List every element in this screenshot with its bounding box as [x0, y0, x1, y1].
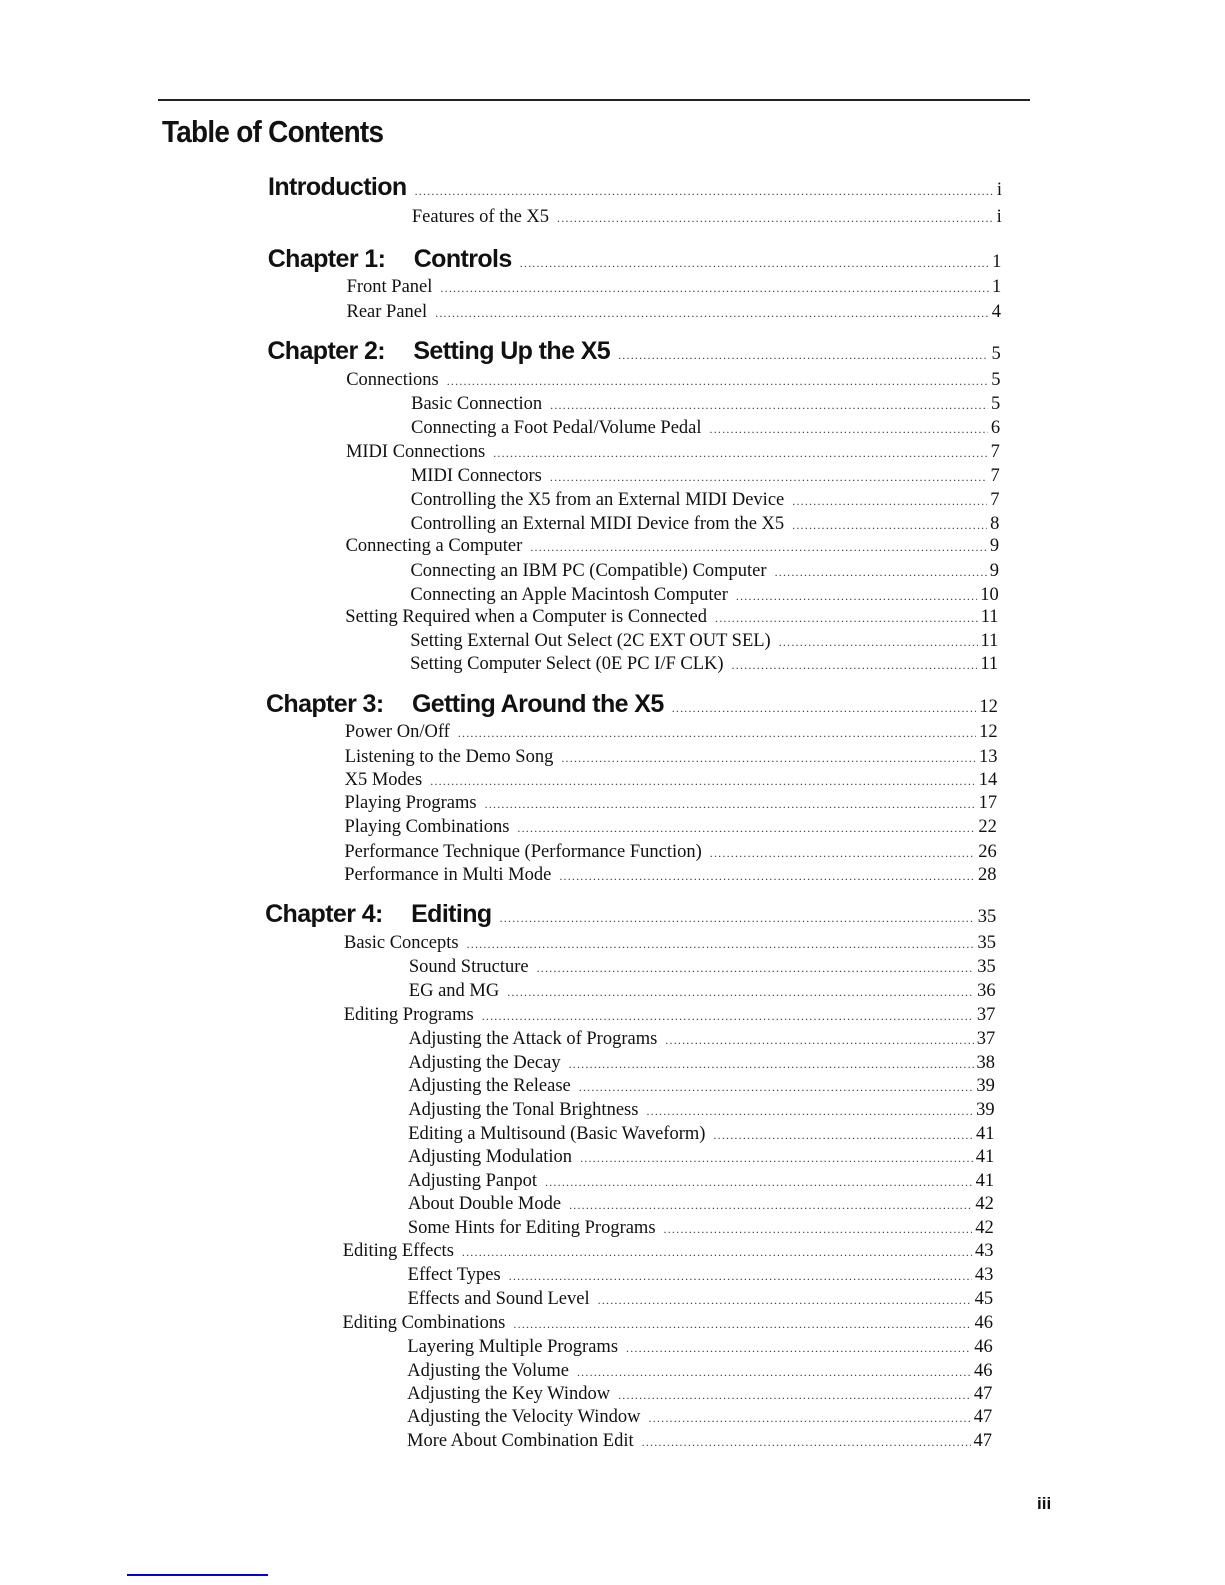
entry-page-number: 46	[974, 1361, 993, 1381]
entry-page-number: 10	[980, 585, 999, 605]
entry-title	[407, 1361, 569, 1382]
entry-page-number: 5	[991, 394, 1001, 414]
dot-leader	[462, 1245, 972, 1260]
toc-entry	[408, 1218, 994, 1239]
page-title: Table of Contents	[162, 114, 384, 149]
entry-title	[407, 1431, 634, 1452]
toc-entry	[412, 207, 1002, 228]
entry-label: Power On/Off	[344, 722, 450, 742]
entry-title	[408, 1124, 705, 1145]
toc-entry	[410, 561, 998, 582]
entry-page-number: 45	[974, 1289, 994, 1309]
entry-title	[409, 1053, 561, 1074]
entry-label: Adjusting the Key Window	[407, 1384, 611, 1404]
entry-page-number: 17	[978, 793, 998, 813]
entry-page-number: 8	[990, 514, 1000, 534]
entry-title	[411, 418, 702, 439]
entry-label: Editing a Multisound (Basic Waveform)	[408, 1124, 706, 1144]
entry-label: Layering Multiple Programs	[407, 1337, 619, 1357]
entry-title	[409, 981, 499, 1002]
entry-label: Adjusting the Tonal Brightness	[408, 1100, 639, 1120]
entry-label: Editing Effects	[342, 1241, 454, 1261]
entry-label: MIDI Connections	[345, 442, 486, 462]
entry-label: Editing	[411, 900, 492, 928]
toc-chapter-entry	[265, 900, 996, 929]
toc-entry	[344, 842, 996, 863]
toc-chapter-entry	[268, 173, 1002, 202]
entry-title	[408, 1194, 561, 1215]
toc-chapter-entry	[268, 245, 1002, 274]
toc-entry	[411, 466, 1000, 487]
entry-page-number: 41	[975, 1124, 995, 1144]
entry-page-number: 12	[979, 697, 998, 717]
entry-label: Listening to the Demo Song	[344, 747, 554, 767]
entry-page-number: 11	[980, 631, 999, 651]
toc-entry	[346, 536, 1000, 557]
page-number: iii	[1037, 1494, 1052, 1513]
chapter-number: Chapter 3:	[265, 690, 384, 718]
entry-label: Basic Connection	[411, 394, 543, 414]
entry-label: Introduction	[268, 173, 407, 201]
entry-page-number: 4	[991, 302, 1001, 322]
dot-leader	[500, 911, 975, 926]
entry-page-number: 39	[976, 1076, 995, 1096]
entry-label: Adjusting the Velocity Window	[407, 1407, 641, 1427]
entry-title	[345, 607, 707, 628]
toc-entry	[345, 770, 998, 791]
entry-title	[268, 173, 407, 202]
entry-page-number: i	[996, 180, 1002, 200]
entry-label: Connecting a Foot Pedal/Volume Pedal	[411, 418, 702, 438]
dot-leader	[517, 821, 975, 836]
entry-title	[266, 690, 664, 719]
toc-entry	[344, 817, 996, 838]
toc-entry	[410, 654, 998, 675]
entry-title	[343, 1241, 454, 1262]
entry-page-number: 35	[977, 907, 997, 927]
entry-page-number: 26	[978, 842, 997, 862]
entry-label: Playing Programs	[344, 793, 477, 813]
entry-title	[268, 245, 512, 274]
toc-entry	[407, 1407, 992, 1428]
entry-label: Controls	[413, 245, 512, 273]
dot-leader	[569, 1057, 974, 1072]
entry-page-number: 42	[975, 1218, 994, 1238]
toc-entry	[408, 1289, 994, 1310]
dot-leader	[513, 1317, 971, 1332]
entry-title	[267, 337, 610, 366]
toc-chapter-entry	[266, 690, 998, 719]
toc-entry	[409, 1053, 996, 1074]
entry-label: Setting External Out Select (2C EXT OUT SEL)	[410, 631, 771, 651]
dot-leader	[557, 211, 994, 226]
entry-title	[408, 1289, 590, 1310]
entry-page-number: 46	[974, 1337, 993, 1357]
dot-leader	[447, 374, 988, 389]
toc-entry	[345, 747, 998, 768]
entry-label: Adjusting the Attack of Programs	[408, 1029, 658, 1049]
dot-leader	[580, 1151, 973, 1166]
entry-title	[411, 466, 542, 487]
entry-page-number: 7	[990, 490, 1000, 510]
toc-entry	[408, 1265, 994, 1286]
entry-page-number: 39	[976, 1100, 995, 1120]
entry-page-number: 35	[977, 933, 996, 953]
toc-entry	[411, 418, 1000, 439]
dot-leader	[715, 611, 978, 626]
dot-leader	[520, 256, 989, 271]
entry-label: Features of the X5	[411, 207, 550, 227]
entry-page-number: 38	[976, 1053, 995, 1073]
entry-label: Basic Concepts	[343, 933, 459, 953]
entry-title	[407, 1407, 640, 1428]
dot-leader	[415, 184, 994, 199]
dot-leader	[561, 751, 976, 766]
entry-title	[345, 770, 423, 791]
entry-page-number: 43	[975, 1241, 994, 1261]
dot-leader	[618, 348, 988, 363]
entry-page-number: 7	[990, 466, 1000, 486]
toc-entry	[342, 1313, 992, 1334]
dot-leader	[598, 1293, 972, 1308]
entry-title	[409, 957, 529, 978]
entry-title	[410, 654, 723, 675]
toc-entry	[347, 302, 1002, 323]
entry-title	[410, 631, 771, 652]
entry-label: Sound Structure	[408, 957, 529, 977]
toc-entry	[410, 585, 998, 606]
dot-leader	[440, 281, 989, 296]
toc-entry	[409, 957, 996, 978]
entry-title	[347, 302, 428, 323]
dot-leader	[493, 446, 987, 461]
entry-label: EG and MG	[408, 981, 500, 1001]
dot-leader	[649, 1411, 971, 1426]
toc-entry	[407, 1337, 992, 1358]
dot-leader	[467, 937, 975, 952]
entry-page-number: 22	[978, 817, 997, 837]
entry-title	[342, 1313, 505, 1334]
entry-title	[265, 900, 492, 929]
entry-title	[346, 370, 439, 391]
toc-entry	[411, 394, 1000, 415]
entry-page-number: 1	[991, 277, 1002, 297]
toc-entry	[409, 1029, 996, 1050]
entry-label: Some Hints for Editing Programs	[407, 1218, 656, 1238]
entry-label: Adjusting Modulation	[408, 1147, 573, 1167]
entry-label: Adjusting Panpot	[408, 1171, 538, 1191]
dot-leader	[642, 1435, 971, 1450]
entry-title	[344, 865, 551, 886]
dot-leader	[559, 869, 975, 884]
dot-leader	[435, 306, 989, 321]
entry-title	[409, 1029, 658, 1050]
entry-title	[345, 793, 477, 814]
entry-label: Editing Combinations	[342, 1313, 506, 1333]
entry-page-number: 37	[976, 1029, 996, 1049]
entry-label: Setting Required when a Computer is Connected	[345, 607, 707, 627]
toc-entry	[343, 1241, 994, 1262]
entry-page-number: 47	[973, 1407, 993, 1427]
entry-page-number: i	[996, 207, 1002, 227]
entry-page-number: 46	[974, 1313, 993, 1333]
dot-leader	[569, 1198, 972, 1213]
entry-page-number: 13	[978, 747, 998, 767]
dot-leader	[430, 774, 976, 789]
entry-page-number: 41	[975, 1171, 995, 1191]
toc-entry	[408, 1171, 994, 1192]
scan-artifact-line	[127, 1574, 268, 1576]
entry-title	[347, 277, 433, 298]
entry-label: Performance Technique (Performance Function)	[344, 842, 702, 862]
toc-entry	[408, 1076, 994, 1097]
entry-label: Setting Up the X5	[413, 337, 611, 365]
dot-leader	[626, 1341, 971, 1356]
entry-page-number: 5	[991, 370, 1001, 390]
toc-entry	[411, 514, 1000, 535]
entry-label: Effects and Sound Level	[407, 1289, 590, 1309]
chapter-number: Chapter 1:	[267, 245, 386, 273]
entry-title	[346, 442, 485, 463]
dot-leader	[618, 1388, 971, 1403]
dot-leader	[775, 565, 987, 580]
dot-leader	[550, 398, 988, 413]
entry-page-number: 35	[977, 957, 996, 977]
entry-title	[408, 1171, 537, 1192]
entry-title	[345, 722, 450, 743]
entry-title	[345, 747, 554, 768]
entry-label: Setting Computer Select (0E PC I/F CLK)	[410, 654, 724, 674]
entry-title	[410, 585, 728, 606]
entry-page-number: 47	[973, 1384, 993, 1404]
entry-title	[346, 536, 523, 557]
chapter-number: Chapter 2:	[267, 337, 385, 365]
entry-title	[344, 933, 459, 954]
toc-entry	[344, 865, 996, 886]
entry-title	[344, 842, 701, 863]
dot-leader	[736, 589, 977, 604]
dot-leader	[579, 1080, 974, 1095]
entry-label: Editing Programs	[343, 1005, 474, 1025]
dot-leader	[537, 961, 975, 976]
dot-leader	[507, 985, 974, 1000]
entry-label: About Double Mode	[407, 1194, 562, 1214]
entry-page-number: 28	[978, 865, 997, 885]
toc-entry	[409, 981, 996, 1002]
dot-leader	[550, 470, 988, 485]
entry-label: Adjusting the Release	[408, 1076, 571, 1096]
toc-entry	[345, 722, 998, 743]
entry-label: Adjusting the Decay	[408, 1053, 561, 1073]
dot-leader	[665, 1033, 973, 1048]
toc-entry	[407, 1384, 992, 1405]
dot-leader	[530, 540, 987, 555]
entry-label: Getting Around the X5	[411, 690, 664, 718]
entry-title	[408, 1100, 638, 1121]
toc-entry	[408, 1194, 994, 1215]
entry-page-number: 37	[976, 1005, 996, 1025]
entry-label: Effect Types	[407, 1265, 501, 1285]
toc-entry	[408, 1147, 994, 1168]
entry-label: Playing Combinations	[344, 817, 510, 837]
toc-entry	[407, 1431, 992, 1452]
entry-page-number: 5	[991, 344, 1001, 364]
entry-page-number: 9	[989, 536, 1000, 556]
entry-title	[410, 561, 766, 582]
entry-page-number: 36	[977, 981, 996, 1001]
dot-leader	[482, 1009, 974, 1024]
dot-leader	[792, 494, 987, 509]
entry-title	[408, 1218, 656, 1239]
dot-leader	[646, 1104, 973, 1119]
entry-title	[407, 1337, 618, 1358]
entry-label: Connections	[346, 370, 439, 390]
entry-title	[344, 817, 509, 838]
toc-entry	[344, 933, 996, 954]
dot-leader	[779, 635, 978, 650]
toc-entry	[408, 1124, 994, 1145]
entry-title	[411, 394, 542, 415]
dot-leader	[458, 726, 976, 741]
entry-page-number: 11	[980, 654, 999, 674]
entry-label: Connecting an Apple Macintosh Computer	[410, 585, 728, 605]
toc-entry	[346, 370, 1000, 391]
chapter-number: Chapter 4:	[265, 900, 383, 928]
entry-title	[408, 1265, 501, 1286]
toc-entry	[410, 631, 998, 652]
entry-page-number: 43	[974, 1265, 994, 1285]
entry-title	[411, 514, 785, 535]
dot-leader	[713, 1128, 973, 1143]
entry-page-number: 41	[975, 1147, 995, 1167]
entry-page-number: 12	[979, 722, 998, 742]
toc-entry	[347, 277, 1002, 298]
entry-page-number: 14	[978, 770, 998, 790]
entry-page-number: 47	[973, 1431, 992, 1451]
entry-label: MIDI Connectors	[410, 466, 542, 486]
entry-title	[411, 490, 785, 511]
entry-label: Controlling the X5 from an External MIDI Device	[410, 490, 785, 510]
dot-leader	[732, 658, 978, 673]
entry-label: Front Panel	[346, 277, 433, 297]
dot-leader	[509, 1269, 972, 1284]
toc-entry	[407, 1361, 992, 1382]
dot-leader	[485, 797, 976, 812]
toc-entry	[345, 607, 998, 628]
entry-title	[408, 1147, 572, 1168]
dot-leader	[672, 701, 977, 716]
dot-leader	[792, 518, 987, 533]
header-rule	[158, 99, 1030, 101]
toc-entry	[344, 1005, 996, 1026]
entry-title	[407, 1384, 610, 1405]
toc-entry	[411, 490, 1000, 511]
entry-page-number: 11	[980, 607, 999, 627]
entry-page-number: 42	[975, 1194, 994, 1214]
entry-page-number: 1	[992, 252, 1002, 272]
entry-label: Controlling an External MIDI Device from the X5	[410, 514, 785, 534]
entry-label: X5 Modes	[344, 770, 423, 790]
entry-label: Adjusting the Volume	[407, 1361, 569, 1381]
entry-title	[344, 1005, 474, 1026]
entry-title	[412, 207, 549, 228]
entry-label: More About Combination Edit	[407, 1431, 634, 1451]
dot-leader	[710, 422, 988, 437]
toc-entry	[345, 793, 998, 814]
toc-chapter-entry	[267, 337, 1000, 366]
dot-leader	[577, 1365, 971, 1380]
entry-title	[408, 1076, 570, 1097]
entry-label: Rear Panel	[346, 302, 428, 322]
entry-page-number: 6	[990, 418, 1001, 438]
toc-entry	[346, 442, 1000, 463]
entry-label: Connecting a Computer	[345, 536, 523, 556]
entry-label: Performance in Multi Mode	[344, 865, 552, 885]
entry-page-number: 7	[990, 442, 1000, 462]
dot-leader	[545, 1175, 973, 1190]
toc-entry	[408, 1100, 994, 1121]
dot-leader	[664, 1222, 973, 1237]
entry-label: Connecting an IBM PC (Compatible) Computer	[410, 561, 767, 581]
entry-page-number: 9	[989, 561, 999, 581]
dot-leader	[710, 846, 975, 861]
